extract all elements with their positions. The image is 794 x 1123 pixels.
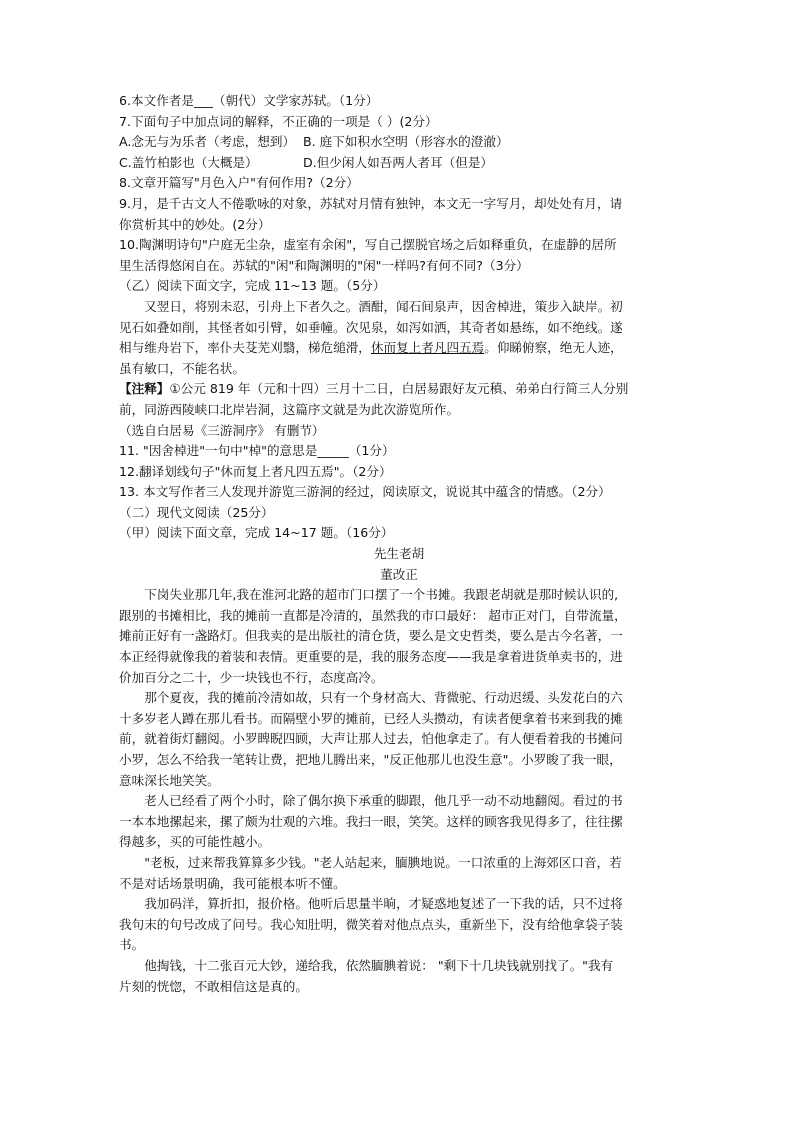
question-9-line-1: 9.月，是千古文人不倦歌咏的对象，苏轼对月情有独钟，本文无一字写月，却处处有月，请 xyxy=(119,195,623,211)
option-c: C.盖竹柏影也（大概是） xyxy=(119,154,258,170)
article-author: 董改正 xyxy=(380,566,418,582)
question-12: 12.翻译划线句子"休而复上者凡四五焉"。（2分） xyxy=(119,463,392,479)
underlined-sentence: 休而复上者凡四五焉 xyxy=(370,340,485,356)
paragraph-text: 老人已经看了两个小时，除了偶尔换下承重的脚跟，他几乎一动不动地翻阅。看过的书 xyxy=(144,793,623,809)
passage-text: 相与维舟岩下，率仆夫芟芜刈翳，梯危缒滑， xyxy=(119,340,371,356)
paragraph-3-line-3: 得越多，买的可能性越小。 xyxy=(119,834,271,850)
question-7-options-cd xyxy=(119,153,679,174)
paragraph-text: 我加码洋，算折扣，报价格。他听后思量半晌，才疑惑地复述了一下我的话，只不过将 xyxy=(144,896,623,912)
paragraph-5-line-3: 书。 xyxy=(119,937,145,953)
paragraph-1-line-4: 本正经得就像我的着装和表情。更重要的是，我的服务态度——我是拿着进货单卖书的，进 xyxy=(119,649,623,665)
paragraph-4-line-1 xyxy=(119,853,679,874)
passage-line-4: 虽有敏口，不能名状。 xyxy=(119,360,245,376)
paragraph-text: 那个夏夜，我的摊前冷清如故，只有一个身材高大、背微驼、行动迟缓、头发花白的六 xyxy=(144,690,623,706)
paragraph-1-line-1 xyxy=(119,585,679,606)
paragraph-5-line-2: 我句末的句号改成了问号。我心知肚明，微笑着对他点点头，重新坐下，没有给他拿袋子装 xyxy=(119,916,623,932)
question-6: 6.本文作者是___（朝代）文学家苏轼。（1分） xyxy=(119,93,379,108)
section-yi-header: （乙）阅读下面文字，完成 11~13 题。（5分） xyxy=(119,278,386,294)
passage-line-1 xyxy=(119,297,679,318)
passage-line-2: 见石如叠如削，其怪者如引臂，如垂幢。次见泉，如泻如洒，其奇者如悬练，如不绝线。遂 xyxy=(119,319,623,335)
paragraph-2-line-1 xyxy=(119,688,679,709)
paragraph-1-line-3: 摊前正好有一盏路灯。但我卖的是出版社的清仓货，要么是文史哲类，要么是古今名著，一 xyxy=(119,628,623,644)
exam-page xyxy=(119,91,679,997)
question-7-options-ab xyxy=(119,132,679,153)
passage-source: （选自白居易《三游洞序》 有删节） xyxy=(119,422,325,438)
article-title: 先生老胡 xyxy=(373,546,425,562)
note-line-1 xyxy=(119,379,679,400)
paragraph-3-line-1 xyxy=(119,791,679,812)
option-d: D.但少闲人如吾两人者耳（但是） xyxy=(303,154,494,170)
option-b: B. 庭下如积水空明（形容水的澄澈） xyxy=(303,134,509,150)
paragraph-text: 下岗失业那几年,我在淮河北路的超市门口摆了一个书摊。我跟老胡就是那时候认识的, xyxy=(144,587,619,603)
note-text: ①公元 819 年（元和十四）三月十二日，白居易跟好友元稹、弟弟白行简三人分别 xyxy=(169,381,629,397)
paragraph-3-line-2: 一本本地摞起来，摞了颇为壮观的六堆。我扫一眼，笑笑。这样的顾客我见得多了，往往摞 xyxy=(119,813,623,829)
paragraph-2-line-3: 前，就着街灯翻阅。小罗睥睨四顾，大声让那人过去，怕他拿走了。有人便看着我的书摊问 xyxy=(119,731,623,747)
paragraph-1-line-2: 跟别的书摊相比，我的摊前一直都是冷清的，虽然我的市口最好： 超市正对门，自带流量， xyxy=(119,607,627,623)
paragraph-text: "老板，过来帮我算算多少钱。"老人站起来，腼腆地说。一口浓重的上海郊区口音，若 xyxy=(144,854,622,870)
paragraph-1-line-5: 价加百分之二十，少一块钱也不行，态度高冷。 xyxy=(119,669,384,685)
passage-line-3 xyxy=(119,338,679,359)
question-9-line-2: 你赏析其中的妙处。(2分） xyxy=(119,216,271,232)
paragraph-2-line-5: 意味深长地笑笑。 xyxy=(119,772,220,788)
question-13: 13. 本文写作者三人发现并游览三游洞的经过，阅读原文，说说其中蕴含的情感。（2分） xyxy=(119,484,611,500)
paragraph-2-line-2: 十多岁老人蹲在那儿看书。而隔壁小罗的摊前，已经人头攒动，有读者便拿着书来到我的摊 xyxy=(119,710,623,726)
paragraph-6-line-1 xyxy=(119,956,679,977)
option-a: A.念无与为乐者（考虑，想到） xyxy=(119,134,296,150)
note-label: 【注释】 xyxy=(119,381,170,397)
paragraph-4-line-2: 不是对话场景明确，我可能根本听不懂。 xyxy=(119,875,346,891)
question-7: 7.下面句子中加点词的解释，不正确的一项是（ ）(2分） xyxy=(119,113,438,129)
section-two-header: （二）现代文阅读（25分） xyxy=(119,504,274,520)
question-11: 11. "因舍棹进"一句中"棹"的意思是_____（1分） xyxy=(119,443,395,459)
paragraph-5-line-1 xyxy=(119,894,679,915)
passage-text: 。仰睇俯察，绝无人迹， xyxy=(484,340,623,356)
section-jia-header: （甲）阅读下面文章，完成 14~17 题。（16分） xyxy=(119,525,394,541)
question-10-line-2: 里生活得悠闲自在。苏轼的"闲"和陶渊明的"闲"一样吗?有何不同?（3分） xyxy=(119,257,529,273)
question-10-line-1: 10.陶渊明诗句"户庭无尘杂，虚室有余闲"，写自己摆脱官场之后如释重负，在虚静的居所 xyxy=(119,237,617,253)
question-8: 8.文章开篇写"月色入户"有何作用?（2分） xyxy=(119,175,359,191)
paragraph-text: 他掏钱，十二张百元大钞，递给我，依然腼腆着说： "剩下十几块钱就别找了。"我有 xyxy=(144,957,614,973)
paragraph-6-line-2: 片刻的恍惚，不敢相信这是真的。 xyxy=(119,978,308,994)
passage-text: 又翌日，将别未忍，引舟上下者久之。酒酣，闻石间泉声，因舍棹进，策步入缺岸。初 xyxy=(144,298,623,314)
note-line-2: 前，同游西陵峡口北岸岩洞，这篇序文就是为此次游览所作。 xyxy=(119,401,460,417)
paragraph-2-line-4: 小罗，怎么不给我一笔转让费，把地儿腾出来，"反正他那儿也没生意"。小罗睃了我一眼， xyxy=(119,752,622,767)
